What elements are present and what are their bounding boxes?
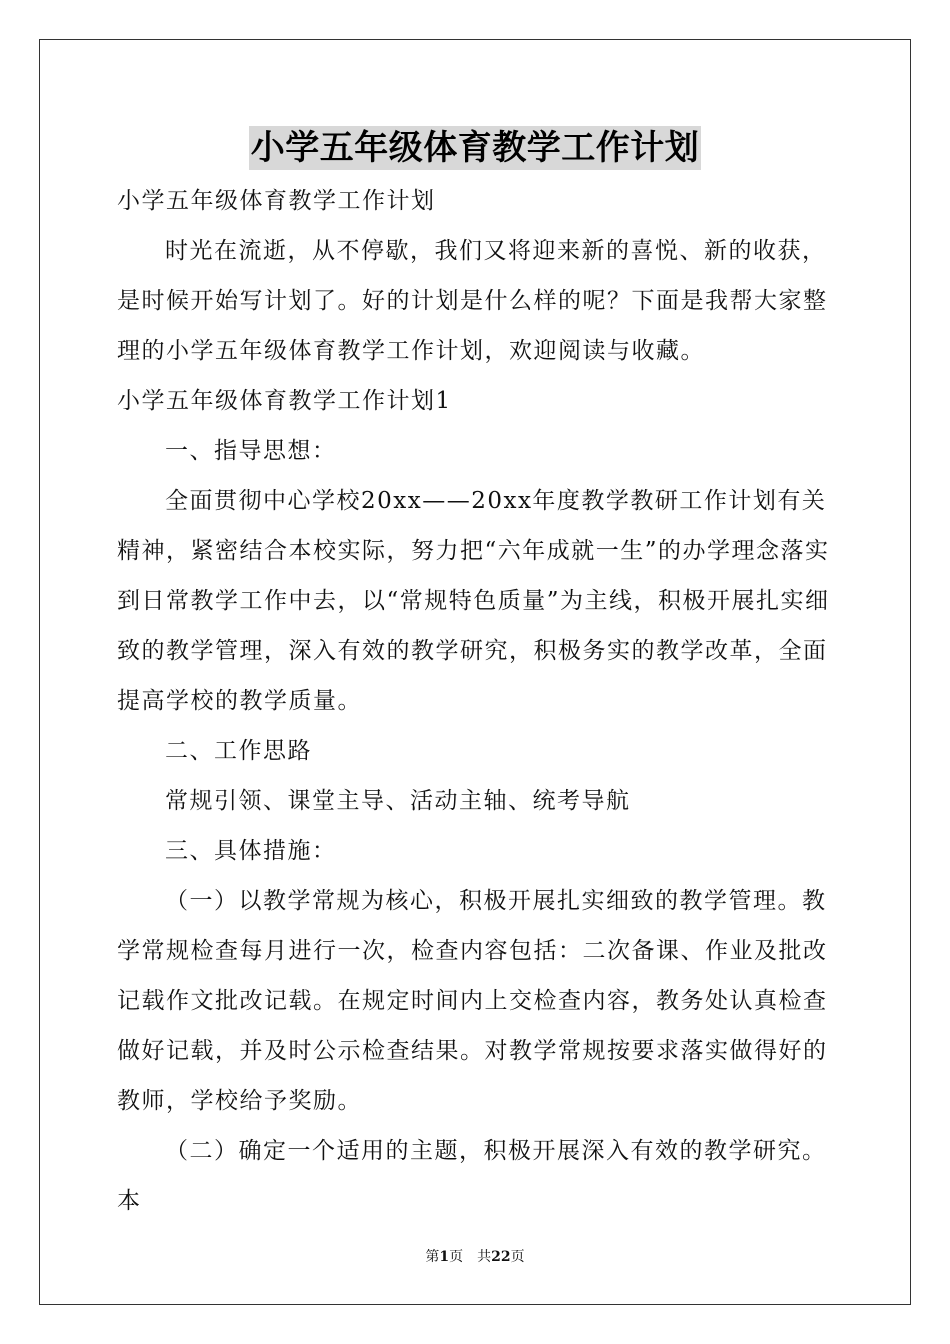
paragraph-heading-work-approach: 二、工作思路 [165, 738, 312, 764]
document-body [117, 176, 833, 1226]
paragraph-heading-guiding-thought: 一、指导思想： [165, 438, 337, 464]
paragraph-measure-2: （二）确定一个适用的主题，积极开展深入有效的教学研究。本 [117, 1138, 827, 1214]
paragraph-guiding-thought: 全面贯彻中心学校20xx——20xx年度教学教研工作计划有关精神，紧密结合本校实际，努力把“六年成就一生”的办学理念落实到日常教学工作中去，以“常规特色质量”为主线，积极开展扎实细致的教学管理，深入有效的教学研究，积极务实的教学改革，全面提高学校的教学质量。 [117, 488, 830, 714]
page-suffix: 页 [449, 1249, 464, 1265]
total-page-count: 22 [491, 1249, 511, 1265]
title-container [0, 126, 950, 170]
total-suffix: 页 [510, 1249, 525, 1265]
current-page-number: 1 [439, 1249, 450, 1265]
paragraph-measure-1: （一）以教学常规为核心，积极开展扎实细致的教学管理。教学常规检查每月进行一次，检查内容包括：二次备课、作业及批改记载作文批改记载。在规定时间内上交检查内容，教务处认真检查做好记载，并及时公示检查结果。对教学常规按要求落实做得好的教师，学校给予奖励。 [117, 888, 828, 1114]
paragraph-section-heading: 小学五年级体育教学工作计划1 [117, 388, 452, 414]
paragraph-intro: 时光在流逝，从不停歇，我们又将迎来新的喜悦、新的收获，是时候开始写计划了。好的计划是什么样的呢？下面是我帮大家整理的小学五年级体育教学工作计划，欢迎阅读与收藏。 [117, 238, 828, 364]
document-title: 小学五年级体育教学工作计划 [250, 128, 700, 168]
page-footer [0, 1246, 950, 1266]
total-prefix: 共 [477, 1249, 492, 1265]
paragraph-work-approach: 常规引领、课堂主导、活动主轴、统考导航 [165, 788, 631, 814]
paragraph-subtitle: 小学五年级体育教学工作计划 [117, 188, 436, 214]
page-prefix: 第 [425, 1249, 440, 1265]
paragraph-heading-measures: 三、具体措施： [165, 838, 337, 864]
